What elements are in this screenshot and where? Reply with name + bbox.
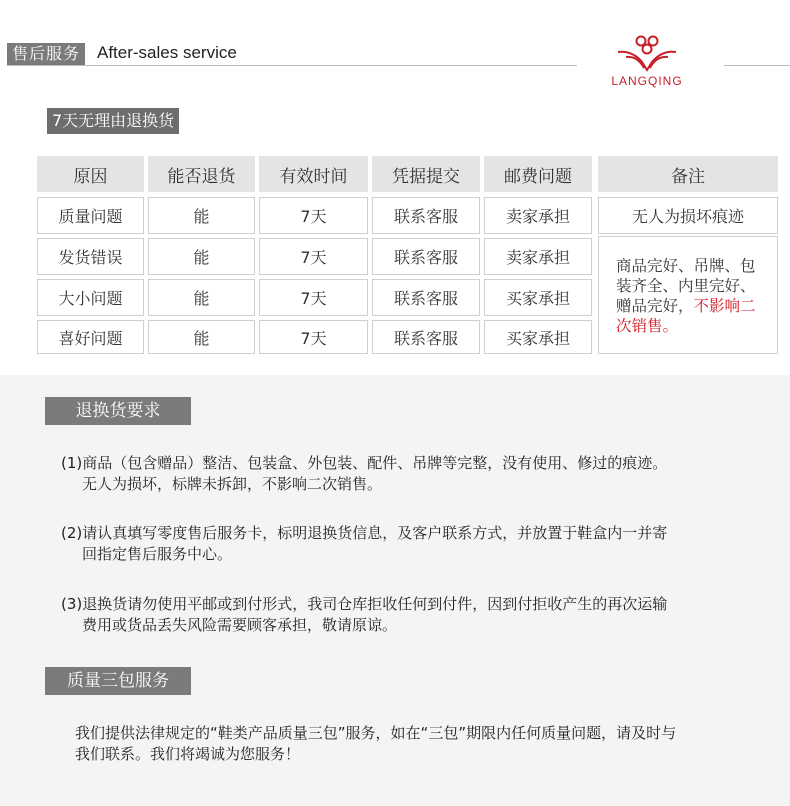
table-cell: 能 bbox=[148, 238, 255, 275]
table-cell: 联系客服 bbox=[372, 320, 480, 354]
table-cell: 联系客服 bbox=[372, 238, 480, 275]
table-cell: 发货错误 bbox=[37, 238, 144, 275]
table-cell: 联系客服 bbox=[372, 197, 480, 234]
policy-badge: 7天无理由退换货 bbox=[47, 108, 179, 134]
warranty-title: 质量三包服务 bbox=[45, 667, 191, 695]
header-divider-left bbox=[7, 65, 577, 66]
requirement-line: 无人为损坏，标牌未拆卸，不影响二次销售。 bbox=[82, 475, 383, 493]
table-header-postage: 邮费问题 bbox=[484, 156, 592, 192]
table-cell: 卖家承担 bbox=[484, 238, 592, 275]
table-cell: 买家承担 bbox=[484, 279, 592, 316]
table-cell: 7天 bbox=[259, 320, 368, 354]
requirement-item-3 bbox=[61, 594, 667, 636]
table-cell: 7天 bbox=[259, 238, 368, 275]
requirement-line: 费用或货品丢失风险需要顾客承担，敬请原谅。 bbox=[82, 616, 398, 634]
table-cell: 能 bbox=[148, 197, 255, 234]
header-divider-right bbox=[724, 65, 790, 66]
table-cell: 能 bbox=[148, 279, 255, 316]
table-cell: 喜好问题 bbox=[37, 320, 144, 354]
table-cell: 质量问题 bbox=[37, 197, 144, 234]
table-cell: 联系客服 bbox=[372, 279, 480, 316]
table-cell: 大小问题 bbox=[37, 279, 144, 316]
table-header-notes: 备注 bbox=[598, 156, 778, 192]
brand-logo bbox=[596, 32, 698, 90]
warranty-line: 我们联系。我们将竭诚为您服务！ bbox=[75, 745, 301, 763]
requirement-line: (2)请认真填写零度售后服务卡，标明退换货信息，及客户联系方式，并放置于鞋盒内一并寄 bbox=[61, 524, 668, 542]
brand-name: LANGQING bbox=[611, 74, 683, 88]
table-cell: 买家承担 bbox=[484, 320, 592, 354]
note-highlight: 不影响二次销售。 bbox=[616, 297, 756, 335]
requirements-panel bbox=[0, 375, 790, 806]
table-cell: 能 bbox=[148, 320, 255, 354]
section-title: After-sales service bbox=[97, 43, 237, 62]
requirement-line: (3)退换货请勿使用平邮或到付形式，我司仓库拒收任何到付件，因到付拒收产生的再次运输 bbox=[61, 595, 668, 613]
warranty-text bbox=[75, 723, 676, 765]
table-cell: 7天 bbox=[259, 197, 368, 234]
table-note-other bbox=[598, 236, 778, 354]
logo-emblem-icon bbox=[616, 32, 678, 74]
note-text: 商品完好、吊牌、包装齐全、内里完好、赠品完好， bbox=[616, 257, 756, 315]
warranty-line: 我们提供法律规定的“鞋类产品质量三包”服务，如在“三包”期限内任何质量问题，请及时与 bbox=[75, 724, 677, 742]
table-cell: 7天 bbox=[259, 279, 368, 316]
section-tag: 售后服务 bbox=[7, 43, 85, 65]
requirement-item-2 bbox=[61, 523, 667, 565]
requirement-item-1 bbox=[61, 453, 667, 495]
return-requirements-title: 退换货要求 bbox=[45, 397, 191, 425]
table-header-returnable: 能否退货 bbox=[148, 156, 255, 192]
table-header-valid-time: 有效时间 bbox=[259, 156, 368, 192]
table-header-proof: 凭据提交 bbox=[372, 156, 480, 192]
requirement-line: (1)商品（包含赠品）整洁、包装盒、外包装、配件、吊牌等完整，没有使用、修过的痕迹。 bbox=[61, 454, 668, 472]
table-header-reason: 原因 bbox=[37, 156, 144, 192]
table-note-quality: 无人为损坏痕迹 bbox=[598, 197, 778, 234]
requirement-line: 回指定售后服务中心。 bbox=[82, 545, 233, 563]
table-cell: 卖家承担 bbox=[484, 197, 592, 234]
